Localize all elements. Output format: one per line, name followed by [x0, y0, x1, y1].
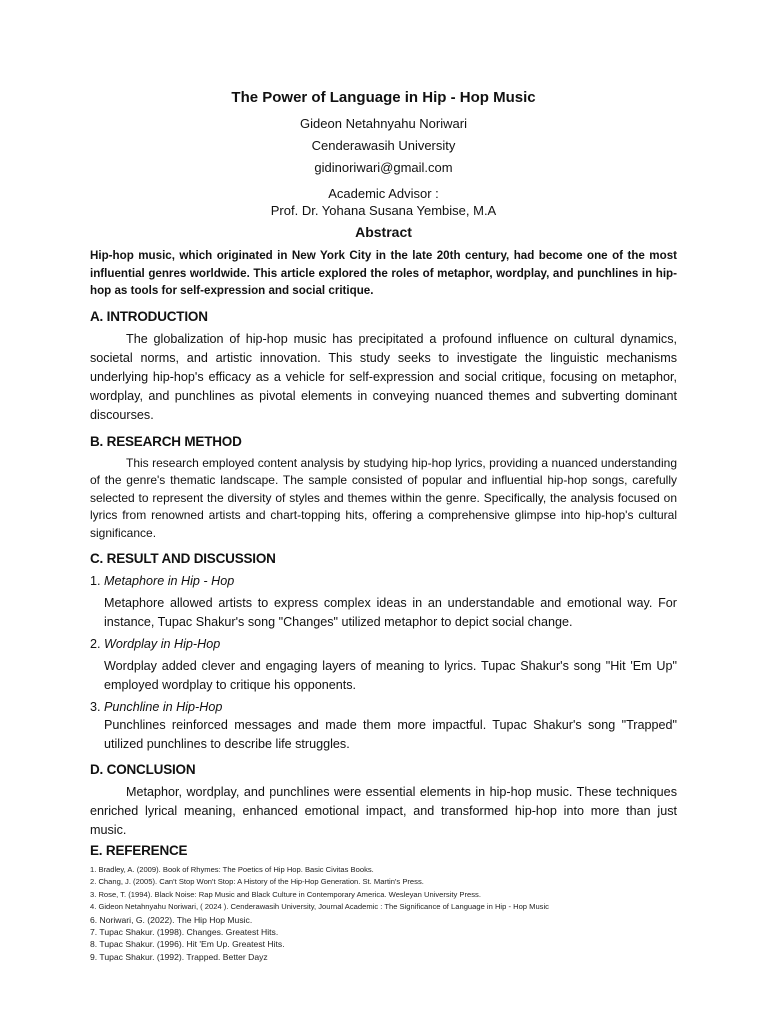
reference-item: 6. Noriwari, G. (2022). The Hip Hop Music.	[90, 914, 253, 925]
research-method-text: This research employed content analysis by studying hip-hop lyrics, providing a nuanced understanding of the genre's thematic landscape. The sample consisted of popular and influential hip-hop songs, carefully selected to represent the diversity of styles and themes within the genre. Specifically, the analysis focused on lyrics from renowned artists and chart-topping hits, offering a comprehensive glimpse into hip-hop's cultural significance.	[90, 455, 677, 540]
conclusion-text: Metaphor, wordplay, and punchlines were essential elements in hip-hop music. These techniques enriched lyrical meaning, enhanced emotional impact, and transformed hip-hop into more than just music.	[90, 785, 677, 837]
author-name: Gideon Netahnyahu Noriwari	[300, 116, 467, 131]
result-item-text: Wordplay added clever and engaging layers of meaning to lyrics. Tupac Shakur's song "Hit 'Em Up" employed wordplay to critique his opponents.	[104, 659, 677, 692]
result-item-text: Metaphore allowed artists to express complex ideas in an understandable and emotional way. For instance, Tupac Shakur's song "Changes" utilized metaphor to depict social change.	[104, 596, 677, 629]
author-university: Cenderawasih University	[311, 138, 456, 153]
result-item-heading: 1. Metaphore in Hip - Hop	[90, 574, 235, 588]
section-heading-introduction: A. INTRODUCTION	[90, 308, 208, 324]
author-email: gidinoriwari@gmail.com	[314, 160, 453, 175]
section-heading-results: C. RESULT AND DISCUSSION	[90, 551, 276, 566]
reference-list	[90, 864, 677, 963]
advisor-label: Academic Advisor :	[328, 186, 439, 201]
result-item-heading: 2. Wordplay in Hip-Hop	[90, 637, 221, 651]
abstract-text: Hip-hop music, which originated in New York City in the late 20th century, had become one of the most influential genres worldwide. This article explored the roles of metaphor, wordplay, and punchlines in hip-hop as tools for self-expression and social critique.	[90, 249, 677, 297]
reference-item: 2. Chang, J. (2005). Can't Stop Won't Stop: A History of the Hip-Hop Generation. St. Martin's Press.	[90, 877, 424, 887]
document-page	[90, 88, 677, 963]
abstract-heading: Abstract	[355, 224, 412, 240]
paper-title: The Power of Language in Hip - Hop Music	[231, 89, 536, 106]
introduction-text: The globalization of hip-hop music has precipitated a profound influence on cultural dynamics, societal norms, and artistic innovation. This study seeks to investigate the linguistic mechanisms underlying hip-hop's efficacy as a vehicle for self-expression and social critique, focusing on metaphor, wordplay, and punchlines as pivotal elements in conveying nuanced themes and subverting dominant discourses.	[90, 331, 677, 422]
advisor-name: Prof. Dr. Yohana Susana Yembise, M.A	[270, 203, 497, 218]
reference-item: 8. Tupac Shakur. (1996). Hit 'Em Up. Greatest Hits.	[90, 939, 285, 950]
reference-item: 4. Gideon Netahnyahu Noriwari, ( 2024 ). Cenderawasih University, Journal Academic : The Significance of Language in Hip - Hop Music	[90, 902, 549, 912]
reference-item: 1. Bradley, A. (2009). Book of Rhymes: The Poetics of Hip Hop. Basic Civitas Books.	[90, 865, 374, 874]
reference-item: 7. Tupac Shakur. (1998). Changes. Greatest Hits.	[90, 927, 279, 938]
section-heading-references: E. REFERENCE	[90, 843, 188, 858]
result-item-heading: 3. Punchline in Hip-Hop	[90, 700, 223, 714]
reference-item: 3. Rose, T. (1994). Black Noise: Rap Music and Black Culture in Contemporary America. Wesleyan University Press.	[90, 889, 481, 899]
section-heading-conclusion: D. CONCLUSION	[90, 762, 196, 777]
reference-item: 9. Tupac Shakur. (1992). Trapped. Better Dayz	[90, 951, 268, 962]
result-item-text: Punchlines reinforced messages and made them more impactful. Tupac Shakur's song "Trapped" utilized punchlines to describe life struggles.	[104, 718, 677, 751]
section-heading-research-method: B. RESEARCH METHOD	[90, 433, 242, 449]
